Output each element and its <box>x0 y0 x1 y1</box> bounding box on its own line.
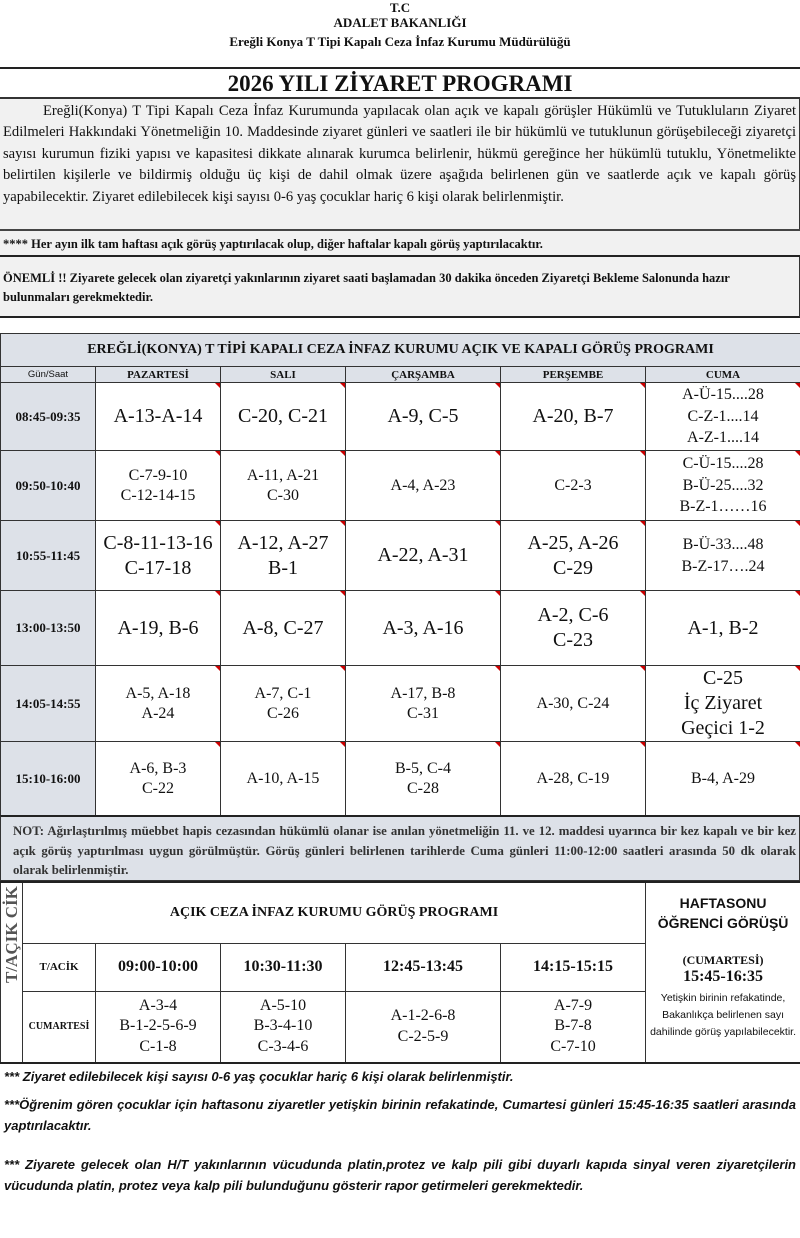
schedule-cell: A-17, B-8 C-31 <box>346 666 501 742</box>
schedule-row <box>1 666 800 742</box>
header-institution: Ereğli Konya T Tipi Kapalı Ceza İnfaz Kurumu Müdürülüğü <box>229 34 571 49</box>
open-time-slot: 14:15-15:15 <box>501 943 646 991</box>
schedule-cell: A-12, A-27 B-1 <box>221 521 346 591</box>
schedule-cell: C-20, C-21 <box>221 383 346 451</box>
schedule-cell: B-5, C-4 C-28 <box>346 742 501 817</box>
row-header: T/ACİK <box>23 943 96 991</box>
open-prison-table <box>0 881 800 1064</box>
schedule-cell: A-7, C-1 C-26 <box>221 666 346 742</box>
side-label-text: T/AÇIK CİK <box>2 885 21 983</box>
day-label: CUMARTESİ <box>23 991 96 1063</box>
schedule-cell: A-1, B-2 <box>646 591 800 666</box>
open-schedule-cell: A-5-10 B-3-4-10 C-3-4-6 <box>221 991 346 1063</box>
side-label <box>1 882 23 1063</box>
open-schedule-cell: A-7-9 B-7-8 C-7-10 <box>501 991 646 1063</box>
weekend-student-visit <box>646 882 800 1063</box>
open-time-slot: 09:00-10:00 <box>96 943 221 991</box>
header-tc: T.C <box>389 0 411 15</box>
column-header: PAZARTESİ <box>96 367 221 383</box>
schedule-cell: B-Ü-33....48 B-Z-17….24 <box>646 521 800 591</box>
column-header: Gün/Saat <box>1 367 96 383</box>
time-slot: 13:00-13:50 <box>1 591 96 666</box>
schedule-row <box>1 521 800 591</box>
header-ministry: ADALET BAKANLIĞI <box>333 15 467 30</box>
schedule-cell: B-4, A-29 <box>646 742 800 817</box>
schedule-cell: A-3, A-16 <box>346 591 501 666</box>
column-header: SALI <box>221 367 346 383</box>
weekly-note: **** Her ayın ilk tam haftası açık görüş yaptırılacak olup, diğer haftalar kapalı görüş yaptırılacaktır. <box>0 229 800 257</box>
weekend-day: (CUMARTESİ) <box>682 953 764 967</box>
schedule-cell: C-8-11-13-16 C-17-18 <box>96 521 221 591</box>
schedule-cell: A-4, A-23 <box>346 451 501 521</box>
schedule-cell: A-30, C-24 <box>501 666 646 742</box>
open-table-title: AÇIK CEZA İNFAZ KURUMU GÖRÜŞ PROGRAMI <box>23 882 646 943</box>
time-slot: 14:05-14:55 <box>1 666 96 742</box>
column-header: CUMA <box>646 367 800 383</box>
weekend-title: HAFTASONU ÖĞRENCİ GÖRÜŞÜ <box>657 895 789 931</box>
schedule-cell: A-5, A-18 A-24 <box>96 666 221 742</box>
weekend-note: Yetişkin birinin refakatinde, Bakanlıkça belirlenen sayı dahilinde görüş yapılabilecektir. <box>650 992 797 1038</box>
schedule-cell: C-2-3 <box>501 451 646 521</box>
column-header: ÇARŞAMBA <box>346 367 501 383</box>
schedule-row <box>1 591 800 666</box>
footer-note-3: *** Ziyarete gelecek olan H/T yakınlarının vücudunda platin,protez ve kalp pili gibi duyarlı kapıda sinyal veren ziyaretçilerin vücudunda platin, protez veya kalp pili bulunduğunu gösterir rapor getirmeleri gerekmektedir. <box>4 1157 796 1193</box>
open-time-slot: 10:30-11:30 <box>221 943 346 991</box>
schedule-note: NOT: Ağırlaştırılmış müebbet hapis cezasından hükümlü olanar ise anılan yönetmeliğin 11. ve 12. maddesi uyarınca bir kez kapalı ve bir kez açık görüş yaptırılması uygun görülmüştür. Görüş günleri belirlenen tarihlerde Cuma günleri 11:00-12:00 saatleri arasında 50 dk olarak olarak belirlenmiştir. <box>0 815 800 881</box>
schedule-cell: A-Ü-15....28 C-Z-1....14 A-Z-1....14 <box>646 383 800 451</box>
schedule-cell: A-22, A-31 <box>346 521 501 591</box>
schedule-row <box>1 451 800 521</box>
page-title: 2026 YILI ZİYARET PROGRAMI <box>0 67 800 99</box>
weekend-time: 15:45-16:35 <box>683 968 764 985</box>
intro-paragraph: Ereğli(Konya) T Tipi Kapalı Ceza İnfaz Kurumunda yapılacak olan açık ve kapalı görüşler Hükümlü ve Tutukluların Ziyaret Edilmeleri Hakkındaki Yönetmeliğin 10. Maddesinde ziyaret günleri ve saatleri ile bir hükümlü ve tutuklunun görüşebileceği ziyaretçi sayısı kurumun fiziki yapısı ve kapasitesi dikkate alınarak kurumca belirlenir, hükmü gereğince her hükümlü tutuklu, Yönetmelikte belirtilen kişilerle ve bildirmiş olduğu üç kişi de dahil olmak üzere aşağıda belirlenen gün ve saatlerde açık ve kapalı görüş yapabilecektir. Ziyaret edilebilecek kişi sayısı 0-6 yaş çocuklar hariç 6 kişi olarak belirlenmiştir. <box>0 99 800 229</box>
footer-note-2: ***Öğrenim gören çocuklar için haftasonu ziyaretler yetişkin birinin refakatinde, Cumartesi günleri 15:45-16:35 saatleri arasında yaptırılacaktır. <box>4 1097 796 1133</box>
schedule-cell: A-10, A-15 <box>221 742 346 817</box>
schedule-cell: A-19, B-6 <box>96 591 221 666</box>
schedule-cell: A-6, B-3 C-22 <box>96 742 221 817</box>
schedule-row <box>1 742 800 817</box>
time-slot: 09:50-10:40 <box>1 451 96 521</box>
open-time-slot: 12:45-13:45 <box>346 943 501 991</box>
schedule-cell: C-Ü-15....28 B-Ü-25....32 B-Z-1……16 <box>646 451 800 521</box>
schedule-cell: C-25 İç Ziyaret Geçici 1-2 <box>646 666 800 742</box>
time-slot: 15:10-16:00 <box>1 742 96 817</box>
column-header: PERŞEMBE <box>501 367 646 383</box>
schedule-cell: A-8, C-27 <box>221 591 346 666</box>
schedule-cell: A-13-A-14 <box>96 383 221 451</box>
schedule-title: EREĞLİ(KONYA) T TİPİ KAPALI CEZA İNFAZ KURUMU AÇIK VE KAPALI GÖRÜŞ PROGRAMI <box>1 334 800 367</box>
open-schedule-cell: A-1-2-6-8 C-2-5-9 <box>346 991 501 1063</box>
schedule-cell: A-9, C-5 <box>346 383 501 451</box>
open-schedule-cell: A-3-4 B-1-2-5-6-9 C-1-8 <box>96 991 221 1063</box>
schedule-cell: C-7-9-10 C-12-14-15 <box>96 451 221 521</box>
schedule-cell: A-2, C-6 C-23 <box>501 591 646 666</box>
schedule-cell: A-11, A-21 C-30 <box>221 451 346 521</box>
important-note: ÖNEMLİ !! Ziyarete gelecek olan ziyaretçi yakınlarının ziyaret saati başlamadan 30 dakika önceden Ziyaretçi Bekleme Salonunda hazır bulunmaları gerekmektedir. <box>0 257 800 318</box>
schedule-cell: A-25, A-26 C-29 <box>501 521 646 591</box>
time-slot: 08:45-09:35 <box>1 383 96 451</box>
time-slot: 10:55-11:45 <box>1 521 96 591</box>
visit-schedule-table <box>0 333 800 817</box>
footer-note-1: *** Ziyaret edilebilecek kişi sayısı 0-6 yaş çocuklar hariç 6 kişi olarak belirlenmiştir. <box>4 1069 514 1084</box>
schedule-cell: A-20, B-7 <box>501 383 646 451</box>
schedule-cell: A-28, C-19 <box>501 742 646 817</box>
schedule-row <box>1 383 800 451</box>
